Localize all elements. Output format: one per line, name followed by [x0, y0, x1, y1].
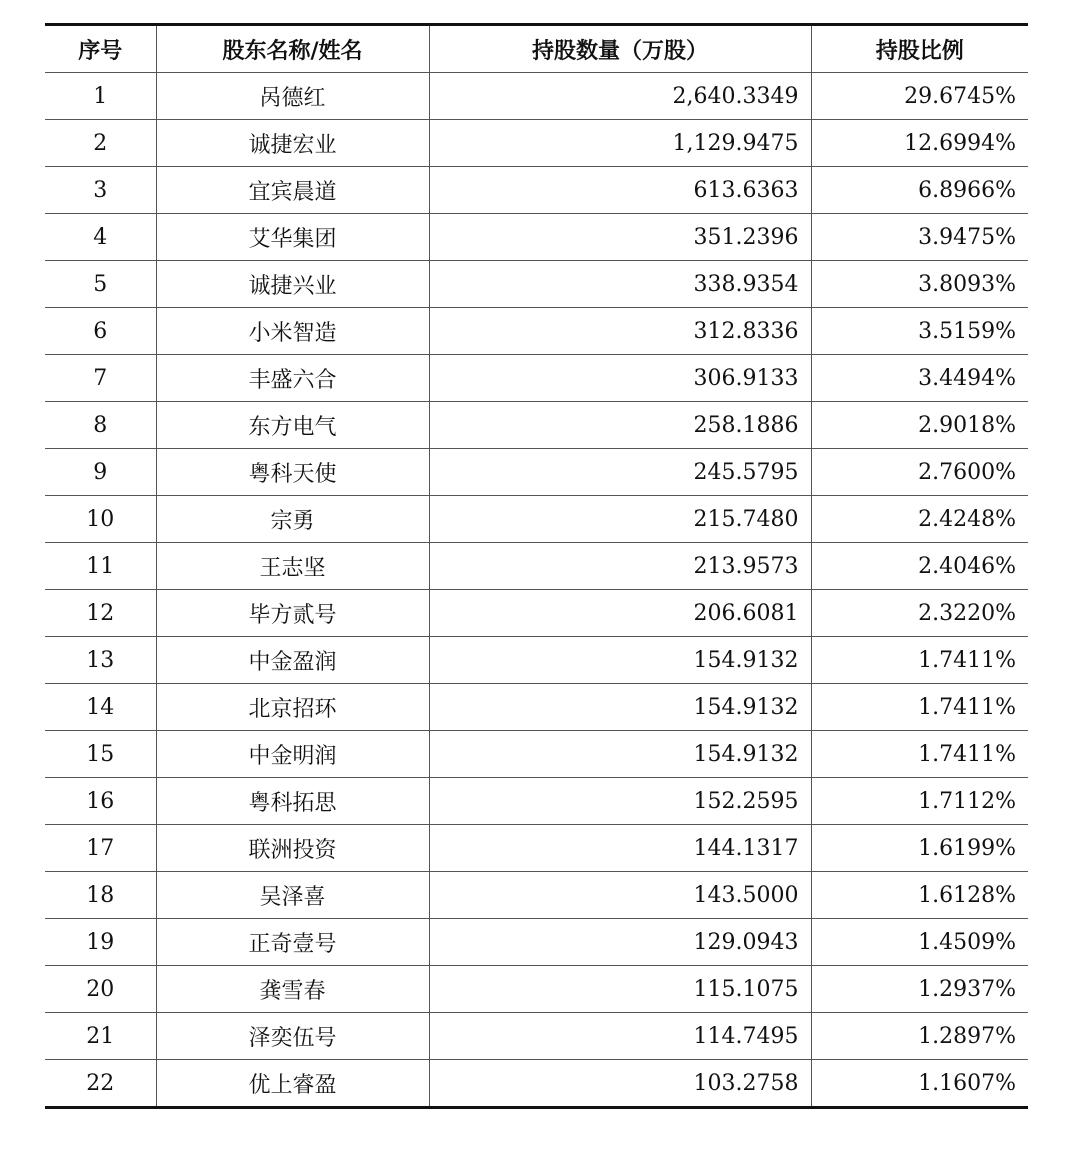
cell-shares: 351.2396: [429, 214, 811, 261]
cell-shareholder-name: 东方电气: [156, 402, 429, 449]
cell-ratio: 1.6199%: [811, 825, 1028, 872]
cell-index: 4: [45, 214, 156, 261]
cell-shares: 143.5000: [429, 872, 811, 919]
cell-shares: 215.7480: [429, 496, 811, 543]
cell-index: 13: [45, 637, 156, 684]
header-shares: 持股数量（万股）: [429, 25, 811, 73]
cell-shareholder-name: 龚雪春: [156, 966, 429, 1013]
cell-ratio: 2.9018%: [811, 402, 1028, 449]
cell-ratio: 1.4509%: [811, 919, 1028, 966]
cell-shares: 154.9132: [429, 731, 811, 778]
cell-shareholder-name: 丰盛六合: [156, 355, 429, 402]
table-row: [45, 1013, 1028, 1060]
cell-ratio: 3.5159%: [811, 308, 1028, 355]
cell-index: 15: [45, 731, 156, 778]
cell-ratio: 6.8966%: [811, 167, 1028, 214]
cell-shares: 245.5795: [429, 449, 811, 496]
table-body: [45, 73, 1028, 1108]
cell-index: 9: [45, 449, 156, 496]
cell-shareholder-name: 粤科拓思: [156, 778, 429, 825]
cell-ratio: 2.3220%: [811, 590, 1028, 637]
cell-shareholder-name: 艾华集团: [156, 214, 429, 261]
cell-shareholder-name: 吴泽喜: [156, 872, 429, 919]
cell-shareholder-name: 正奇壹号: [156, 919, 429, 966]
cell-index: 7: [45, 355, 156, 402]
cell-index: 21: [45, 1013, 156, 1060]
cell-index: 17: [45, 825, 156, 872]
cell-shareholder-name: 呙德红: [156, 73, 429, 120]
cell-ratio: 1.2897%: [811, 1013, 1028, 1060]
cell-shareholder-name: 宗勇: [156, 496, 429, 543]
cell-shares: 306.9133: [429, 355, 811, 402]
table-row: [45, 449, 1028, 496]
cell-ratio: 2.4248%: [811, 496, 1028, 543]
cell-shares: 154.9132: [429, 684, 811, 731]
cell-index: 18: [45, 872, 156, 919]
cell-shares: 1,129.9475: [429, 120, 811, 167]
cell-ratio: 1.7411%: [811, 684, 1028, 731]
table-row: [45, 355, 1028, 402]
cell-shares: 2,640.3349: [429, 73, 811, 120]
cell-ratio: 3.4494%: [811, 355, 1028, 402]
header-row: [45, 25, 1028, 73]
cell-ratio: 1.6128%: [811, 872, 1028, 919]
header-ratio: 持股比例: [811, 25, 1028, 73]
table-row: [45, 120, 1028, 167]
cell-shareholder-name: 毕方贰号: [156, 590, 429, 637]
cell-shareholder-name: 联洲投资: [156, 825, 429, 872]
cell-shares: 206.6081: [429, 590, 811, 637]
cell-shares: 312.8336: [429, 308, 811, 355]
cell-shares: 129.0943: [429, 919, 811, 966]
cell-shares: 213.9573: [429, 543, 811, 590]
table-row: [45, 590, 1028, 637]
cell-index: 1: [45, 73, 156, 120]
cell-ratio: 29.6745%: [811, 73, 1028, 120]
table-row: [45, 637, 1028, 684]
cell-index: 10: [45, 496, 156, 543]
cell-shareholder-name: 诚捷兴业: [156, 261, 429, 308]
cell-index: 19: [45, 919, 156, 966]
table-header: [45, 25, 1028, 73]
cell-index: 5: [45, 261, 156, 308]
table-row: [45, 684, 1028, 731]
header-index: 序号: [45, 25, 156, 73]
table-row: [45, 731, 1028, 778]
cell-index: 3: [45, 167, 156, 214]
cell-ratio: 12.6994%: [811, 120, 1028, 167]
table-row: [45, 402, 1028, 449]
cell-shares: 338.9354: [429, 261, 811, 308]
cell-ratio: 1.7112%: [811, 778, 1028, 825]
cell-shareholder-name: 小米智造: [156, 308, 429, 355]
shareholder-table: [45, 23, 1028, 1109]
cell-shares: 613.6363: [429, 167, 811, 214]
cell-shares: 154.9132: [429, 637, 811, 684]
table-row: [45, 919, 1028, 966]
cell-ratio: 3.8093%: [811, 261, 1028, 308]
table-row: [45, 543, 1028, 590]
cell-shareholder-name: 中金盈润: [156, 637, 429, 684]
cell-shareholder-name: 泽奕伍号: [156, 1013, 429, 1060]
table-row: [45, 966, 1028, 1013]
cell-index: 12: [45, 590, 156, 637]
cell-shareholder-name: 粤科天使: [156, 449, 429, 496]
cell-shareholder-name: 中金明润: [156, 731, 429, 778]
header-name: 股东名称/姓名: [156, 25, 429, 73]
table-row: [45, 778, 1028, 825]
table-row: [45, 872, 1028, 919]
cell-shareholder-name: 北京招环: [156, 684, 429, 731]
cell-shareholder-name: 诚捷宏业: [156, 120, 429, 167]
cell-index: 20: [45, 966, 156, 1013]
cell-index: 11: [45, 543, 156, 590]
table-row: [45, 308, 1028, 355]
cell-index: 16: [45, 778, 156, 825]
cell-index: 14: [45, 684, 156, 731]
table-row: [45, 825, 1028, 872]
cell-ratio: 1.7411%: [811, 731, 1028, 778]
cell-ratio: 1.7411%: [811, 637, 1028, 684]
cell-shares: 103.2758: [429, 1060, 811, 1108]
cell-shares: 258.1886: [429, 402, 811, 449]
cell-ratio: 2.4046%: [811, 543, 1028, 590]
cell-shares: 114.7495: [429, 1013, 811, 1060]
cell-index: 2: [45, 120, 156, 167]
cell-shares: 115.1075: [429, 966, 811, 1013]
table-row: [45, 261, 1028, 308]
cell-shares: 152.2595: [429, 778, 811, 825]
cell-index: 22: [45, 1060, 156, 1108]
cell-ratio: 1.1607%: [811, 1060, 1028, 1108]
cell-ratio: 1.2937%: [811, 966, 1028, 1013]
table-row: [45, 167, 1028, 214]
table-row: [45, 496, 1028, 543]
table-row: [45, 1060, 1028, 1108]
cell-index: 8: [45, 402, 156, 449]
table-row: [45, 214, 1028, 261]
cell-index: 6: [45, 308, 156, 355]
cell-shareholder-name: 王志坚: [156, 543, 429, 590]
cell-shares: 144.1317: [429, 825, 811, 872]
cell-ratio: 3.9475%: [811, 214, 1028, 261]
cell-ratio: 2.7600%: [811, 449, 1028, 496]
cell-shareholder-name: 宜宾晨道: [156, 167, 429, 214]
table-row: [45, 73, 1028, 120]
cell-shareholder-name: 优上睿盈: [156, 1060, 429, 1108]
